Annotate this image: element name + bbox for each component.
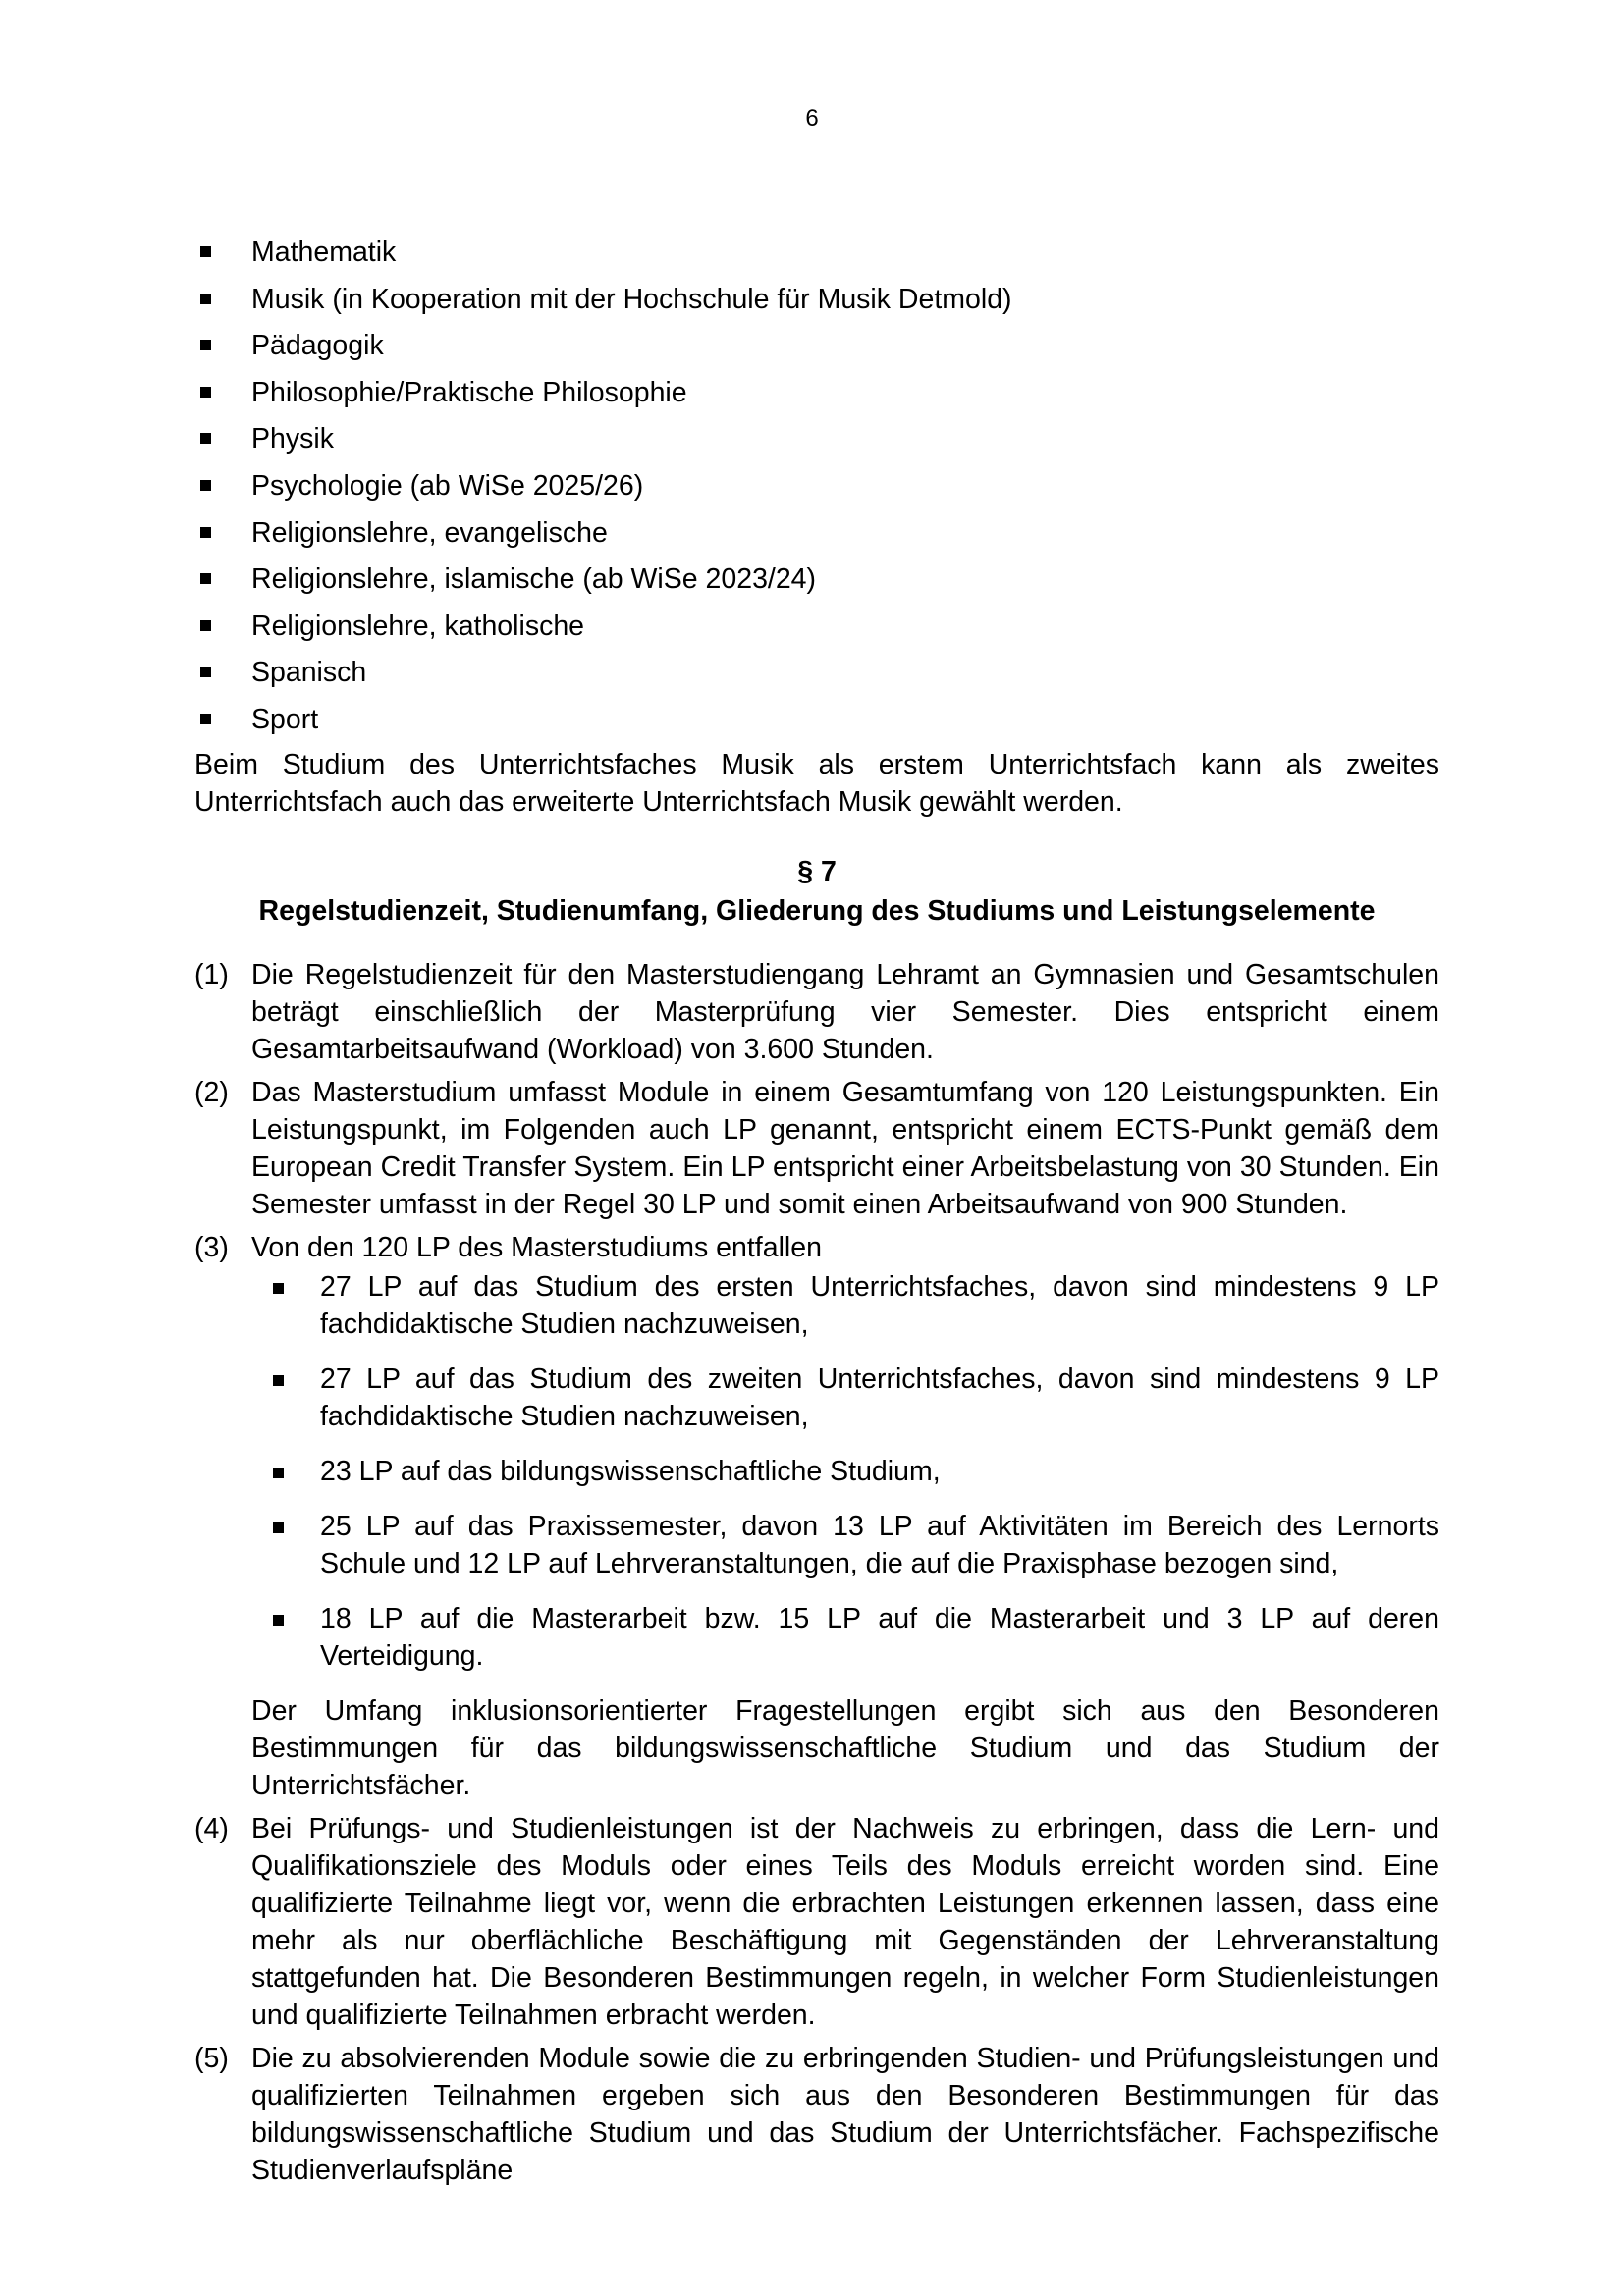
square-bullet-icon — [200, 246, 211, 257]
list-item: Sport — [194, 699, 1439, 746]
square-bullet-icon — [200, 573, 211, 584]
list-item: 18 LP auf die Masterarbeit bzw. 15 LP auf die Masterarbeit und 3 LP auf deren Verteidigung. — [251, 1600, 1439, 1675]
square-bullet-icon — [200, 620, 211, 631]
page-number: 6 — [805, 105, 819, 132]
paragraph-outro: Der Umfang inklusionsorientierter Fragestellungen ergibt sich aus den Besonderen Bestimmungen für das bildungswissenschaftliche Studium und das Studium der Unterrichtsfächer. — [251, 1694, 1439, 1801]
subject-list — [194, 232, 1439, 746]
square-bullet-icon — [200, 340, 211, 350]
paragraph-number: (4) — [194, 1812, 229, 1844]
list-item: Spanisch — [194, 652, 1439, 699]
lp-distribution-list — [251, 1268, 1439, 1675]
list-item: Musik (in Kooperation mit der Hochschule für Musik Detmold) — [194, 279, 1439, 326]
list-item: Mathematik — [194, 232, 1439, 279]
square-bullet-icon — [200, 667, 211, 677]
list-item: 27 LP auf das Studium des zweiten Unterrichtsfaches, davon sind mindestens 9 LP fachdidaktische Studien nachzuweisen, — [251, 1361, 1439, 1435]
square-bullet-icon — [200, 480, 211, 491]
paragraph-intro: Von den 120 LP des Masterstudiums entfallen — [251, 1231, 822, 1263]
list-item: Pädagogik — [194, 325, 1439, 372]
list-item: Philosophie/Praktische Philosophie — [194, 372, 1439, 419]
list-item: 25 LP auf das Praxissemester, davon 13 LP auf Aktivitäten im Bereich des Lernorts Schule und 12 LP auf Lehrveranstaltungen, die auf die Praxisphase bezogen sind, — [251, 1508, 1439, 1582]
paragraph-number: (3) — [194, 1231, 229, 1263]
paragraph-text: Die Regelstudienzeit für den Masterstudiengang Lehramt an Gymnasien und Gesamtschulen beträgt einschließlich der Masterprüfung vier Semester. Dies entspricht einem Gesamtarbeitsaufwand (Workload) von 3.600 Stunden. — [251, 958, 1439, 1065]
paragraph-3 — [194, 1229, 1439, 1804]
list-item: Religionslehre, islamische (ab WiSe 2023/24) — [194, 559, 1439, 606]
section-number: § 7 — [797, 855, 837, 887]
paragraph-number: (1) — [194, 958, 229, 990]
square-bullet-icon — [273, 1522, 284, 1533]
paragraph-list — [194, 956, 1439, 2189]
square-bullet-icon — [200, 294, 211, 304]
square-bullet-icon — [273, 1468, 284, 1478]
paragraph-text: Die zu absolvierenden Module sowie die zu erbringenden Studien- und Prüfungsleistungen und qualifizierten Teilnahmen ergeben sich aus den Besonderen Bestimmungen für das bildungswissenschaftliche Studium und das Studium der Unterrichtsfächer. Fachspezifische Studienverlaufspläne — [251, 2042, 1439, 2186]
list-item: Psychologie (ab WiSe 2025/26) — [194, 465, 1439, 512]
list-item: 27 LP auf das Studium des ersten Unterrichtsfaches, davon sind mindestens 9 LP fachdidaktische Studien nachzuweisen, — [251, 1268, 1439, 1343]
paragraph-text: Bei Prüfungs- und Studienleistungen ist der Nachweis zu erbringen, dass die Lern- und Qualifikationsziele des Moduls oder eines Teils des Moduls erreicht worden sind. Eine qualifizierte Teilnahme liegt vor, wenn die erbrachten Leistungen erkennen lassen, dass eine mehr als nur oberflächliche Beschäftigung mit Gegenständen der Lehrveranstaltung stattgefunden hat. Die Besonderen Bestimmungen regeln, in welcher Form Studienleistungen und qualifizierte Teilnahmen erbracht werden. — [251, 1812, 1439, 2031]
paragraph-2 — [194, 1074, 1439, 1223]
paragraph-number: (5) — [194, 2042, 229, 2074]
list-item: 23 LP auf das bildungswissenschaftliche Studium, — [251, 1453, 1439, 1490]
square-bullet-icon — [273, 1283, 284, 1294]
square-bullet-icon — [200, 387, 211, 398]
page-content — [194, 232, 1439, 2195]
square-bullet-icon — [273, 1375, 284, 1386]
square-bullet-icon — [200, 714, 211, 724]
list-item: Religionslehre, evangelische — [194, 512, 1439, 560]
paragraph-4 — [194, 1810, 1439, 2034]
section-title: Regelstudienzeit, Studienumfang, Gliederung des Studiums und Leistungselemente — [258, 894, 1376, 927]
section-heading — [194, 852, 1439, 931]
list-item: Religionslehre, katholische — [194, 606, 1439, 653]
square-bullet-icon — [200, 433, 211, 444]
list-item: Physik — [194, 418, 1439, 465]
paragraph-1 — [194, 956, 1439, 1068]
paragraph-5 — [194, 2040, 1439, 2189]
music-note: Beim Studium des Unterrichtsfaches Musik als erstem Unterrichtsfach kann als zweites Unterrichtsfach auch das erweiterte Unterrichtsfach Musik gewählt werden. — [194, 748, 1439, 818]
square-bullet-icon — [273, 1615, 284, 1626]
square-bullet-icon — [200, 527, 211, 538]
paragraph-text: Das Masterstudium umfasst Module in einem Gesamtumfang von 120 Leistungspunkten. Ein Leistungspunkt, im Folgenden auch LP genannt, entspricht einem ECTS-Punkt gemäß dem European Credit Transfer System. Ein LP entspricht einer Arbeitsbelastung von 30 Stunden. Ein Semester umfasst in der Regel 30 LP und somit einen Arbeitsaufwand von 900 Stunden. — [251, 1076, 1439, 1220]
paragraph-number: (2) — [194, 1076, 229, 1108]
